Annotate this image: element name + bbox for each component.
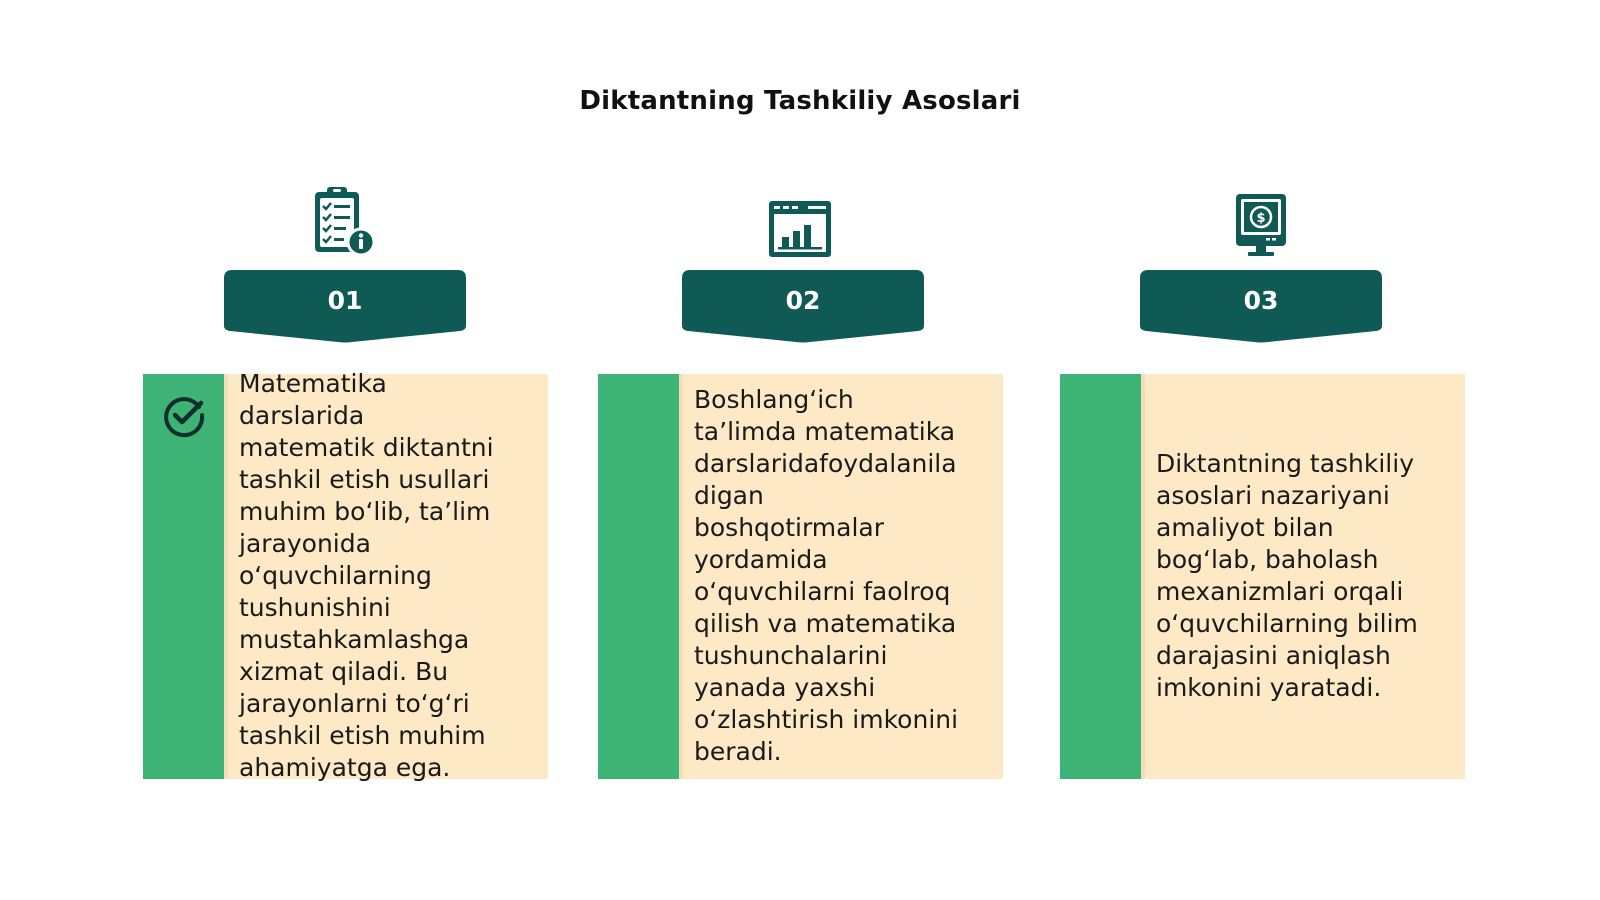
card-accent-strip [598, 374, 679, 779]
step-badge-02 [680, 268, 926, 348]
card-divider [679, 374, 683, 779]
step-card-01 [143, 369, 548, 782]
card-accent-strip [143, 374, 224, 779]
page-title: Diktantning Tashkiliy Asoslari [579, 86, 1021, 116]
step-description: Boshlang‘ich ta’limda matematika darslaridafoydalanila digan boshqotirmalar yordamida o‘quvchilarni faolroq qilish va matematika tushunchalarini yanada yaxshi o‘zlashtirish imkonini beradi. [694, 385, 959, 766]
check-circle-icon [161, 392, 207, 438]
svg-text:$: $ [1256, 211, 1266, 226]
step-description: Diktantning tashkiliy asoslari nazariyani amaliyot bilan bog‘lab, baholash mexanizmlari orqali o‘quvchilarning bilim darajasini aniqlash imkonini yaratadi. [1156, 449, 1418, 702]
browser-bar-chart-icon [760, 191, 840, 271]
step-number: 03 [1243, 286, 1279, 315]
card-divider [1141, 374, 1145, 779]
step-badge-01 [222, 268, 468, 348]
step-number: 02 [785, 286, 821, 315]
step-description: Matematika darslarida matematik diktantni tashkil etish usullari muhim bo‘lib, ta’lim jarayonida o‘quvchilarning tushunishini mustahkamlashga xizmat qiladi. Bu jarayonlarni to‘g‘ri tashkil etish muhim ahamiyatga ega. [239, 369, 494, 782]
monitor-dollar-icon [1222, 186, 1302, 266]
clipboard-checklist-info-icon [305, 184, 385, 264]
step-card-02 [598, 374, 1003, 779]
step-card-03 [1060, 374, 1465, 779]
card-divider [224, 374, 228, 779]
step-number: 01 [327, 286, 363, 315]
step-badge-03 [1138, 268, 1384, 348]
card-accent-strip [1060, 374, 1141, 779]
